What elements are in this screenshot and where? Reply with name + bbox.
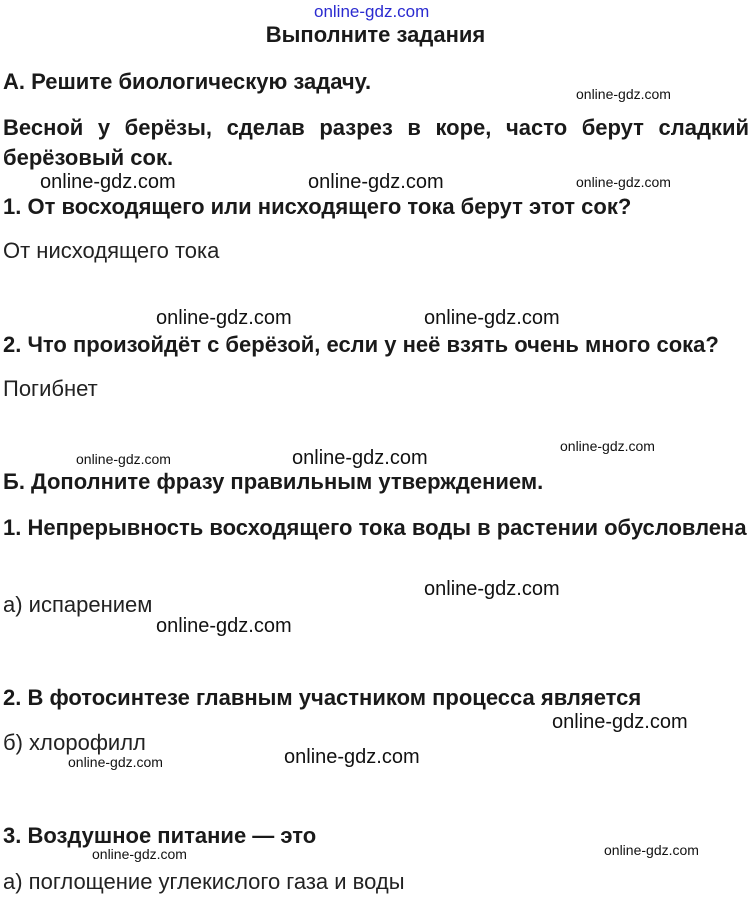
watermark: online-gdz.com [68, 754, 163, 770]
section-a-heading: А. Решите биологическую задачу. [3, 69, 372, 94]
answer-a1: От нисходящего тока [3, 238, 220, 263]
watermark: online-gdz.com [552, 711, 688, 733]
watermark: online-gdz.com [424, 307, 560, 329]
page-title: Выполните задания [265, 22, 486, 47]
question-b3: 3. Воздушное питание — это [3, 823, 317, 848]
watermark: online-gdz.com [92, 846, 187, 862]
watermark: online-gdz.com [156, 615, 292, 637]
answer-b2: б) хлорофилл [3, 730, 146, 755]
answer-b1: а) испарением [3, 592, 153, 617]
watermark: online-gdz.com [156, 307, 292, 329]
watermark: online-gdz.com [576, 174, 671, 190]
question-a2: 2. Что произойдёт с берёзой, если у неё взять очень много сока? [3, 332, 719, 357]
watermark: online-gdz.com [40, 171, 176, 193]
question-a1: 1. От восходящего или нисходящего тока берут этот сок? [3, 194, 632, 219]
watermark: online-gdz.com [576, 86, 671, 102]
section-a-problem: Весной у берёзы, сделав разрез в коре, часто берут сладкий берёзовый сок. [3, 115, 749, 170]
answer-a2: Погибнет [3, 376, 98, 401]
question-b2: 2. В фотосинтезе главным участником процесса является [3, 685, 642, 710]
watermark: online-gdz.com [76, 451, 171, 467]
site-watermark-header: online-gdz.com [314, 2, 430, 21]
answer-b3: а) поглощение углекислого газа и воды [3, 869, 405, 894]
watermark: online-gdz.com [284, 746, 420, 768]
section-b-heading: Б. Дополните фразу правильным утверждением. [3, 469, 544, 494]
watermark: online-gdz.com [308, 171, 444, 193]
watermark: online-gdz.com [560, 438, 655, 454]
watermark: online-gdz.com [604, 842, 699, 858]
question-b1: 1. Непрерывность восходящего тока воды в растении обусловлена [3, 515, 747, 540]
watermark: online-gdz.com [292, 447, 428, 469]
watermark: online-gdz.com [424, 578, 560, 600]
